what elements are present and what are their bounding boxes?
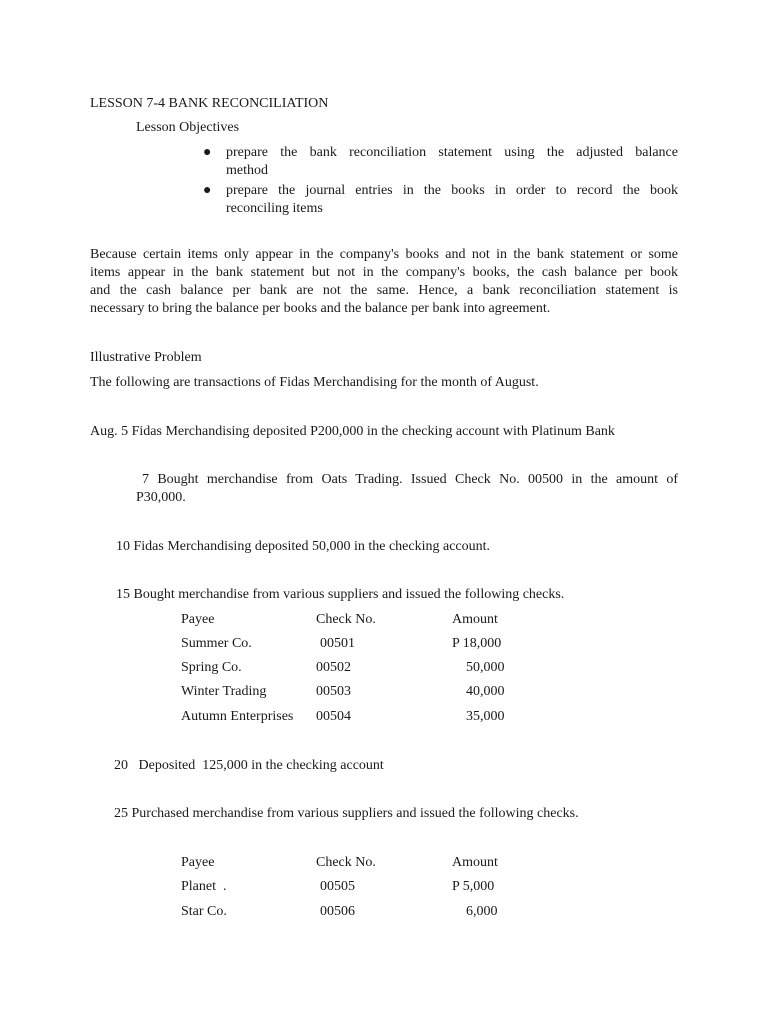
transaction-aug10: 10 Fidas Merchandising deposited 50,000 in the checking account. [116, 539, 491, 554]
check-no-cell: 00503 [316, 684, 351, 699]
payee-cell: Star Co. [181, 904, 227, 919]
objective-item [203, 144, 678, 180]
table-row [0, 659, 768, 677]
paragraph-line: and the cash balance per bank are not the same. Hence, a bank reconciliation statement is [90, 283, 678, 298]
paragraph-line: Because certain items only appear in the company's books and not in the bank statement or some [90, 247, 678, 262]
payee-header: Payee [181, 612, 215, 627]
amount-header: Amount [452, 612, 498, 627]
table-header [0, 611, 768, 629]
check-no-cell: 00501 [320, 636, 355, 651]
transaction-aug7 [136, 471, 678, 507]
transaction-line: P30,000. [136, 490, 186, 505]
table-row [0, 903, 768, 921]
check-no-cell: 00502 [316, 660, 351, 675]
bullet-icon: ● [203, 183, 212, 198]
amount-cell: 50,000 [466, 660, 505, 675]
amount-cell: 40,000 [466, 684, 505, 699]
transaction-aug5: Aug. 5 Fidas Merchandising deposited P200,000 in the checking account with Platinum Bank [90, 424, 615, 439]
amount-cell: 35,000 [466, 709, 505, 724]
paragraph-line: necessary to bring the balance per books and the balance per bank into agreement. [90, 301, 551, 316]
objective-item [203, 182, 678, 218]
transaction-line: 7 Bought merchandise from Oats Trading. Issued Check No. 00500 in the amount of [142, 472, 678, 487]
problem-intro: The following are transactions of Fidas Merchandising for the month of August. [90, 375, 539, 390]
check-no-header: Check No. [316, 612, 376, 627]
table-row [0, 878, 768, 896]
payee-cell: Winter Trading [181, 684, 267, 699]
payee-cell: Planet . [181, 879, 227, 894]
amount-cell: 6,000 [466, 904, 498, 919]
amount-cell: P 5,000 [452, 879, 495, 894]
objective-line: prepare the bank reconciliation statement using the adjusted balance [226, 145, 678, 160]
transaction-aug20: 20 Deposited 125,000 in the checking account [114, 758, 384, 773]
lesson-title: LESSON 7-4 BANK RECONCILIATION [90, 96, 329, 111]
bullet-icon: ● [203, 145, 212, 160]
check-no-cell: 00504 [316, 709, 351, 724]
transaction-aug15: 15 Bought merchandise from various suppliers and issued the following checks. [116, 587, 565, 602]
problem-heading: Illustrative Problem [90, 350, 202, 365]
objective-line: reconciling items [226, 201, 323, 216]
payee-cell: Spring Co. [181, 660, 242, 675]
table-row [0, 683, 768, 701]
check-no-cell: 00506 [320, 904, 355, 919]
objective-line: prepare the journal entries in the books in order to record the book [226, 183, 678, 198]
paragraph-line: items appear in the bank statement but not in the company's books, the cash balance per book [90, 265, 678, 280]
transaction-aug25: 25 Purchased merchandise from various suppliers and issued the following checks. [114, 806, 579, 821]
payee-cell: Summer Co. [181, 636, 252, 651]
objectives-list [203, 144, 678, 220]
objectives-heading: Lesson Objectives [136, 120, 240, 135]
table-row [0, 708, 768, 726]
check-no-cell: 00505 [320, 879, 355, 894]
table-row [0, 635, 768, 653]
intro-paragraph [90, 246, 678, 318]
amount-header: Amount [452, 855, 498, 870]
payee-cell: Autumn Enterprises [181, 709, 294, 724]
check-no-header: Check No. [316, 855, 376, 870]
objective-line: method [226, 163, 268, 178]
amount-cell: P 18,000 [452, 636, 502, 651]
table-header [0, 854, 768, 872]
payee-header: Payee [181, 855, 215, 870]
